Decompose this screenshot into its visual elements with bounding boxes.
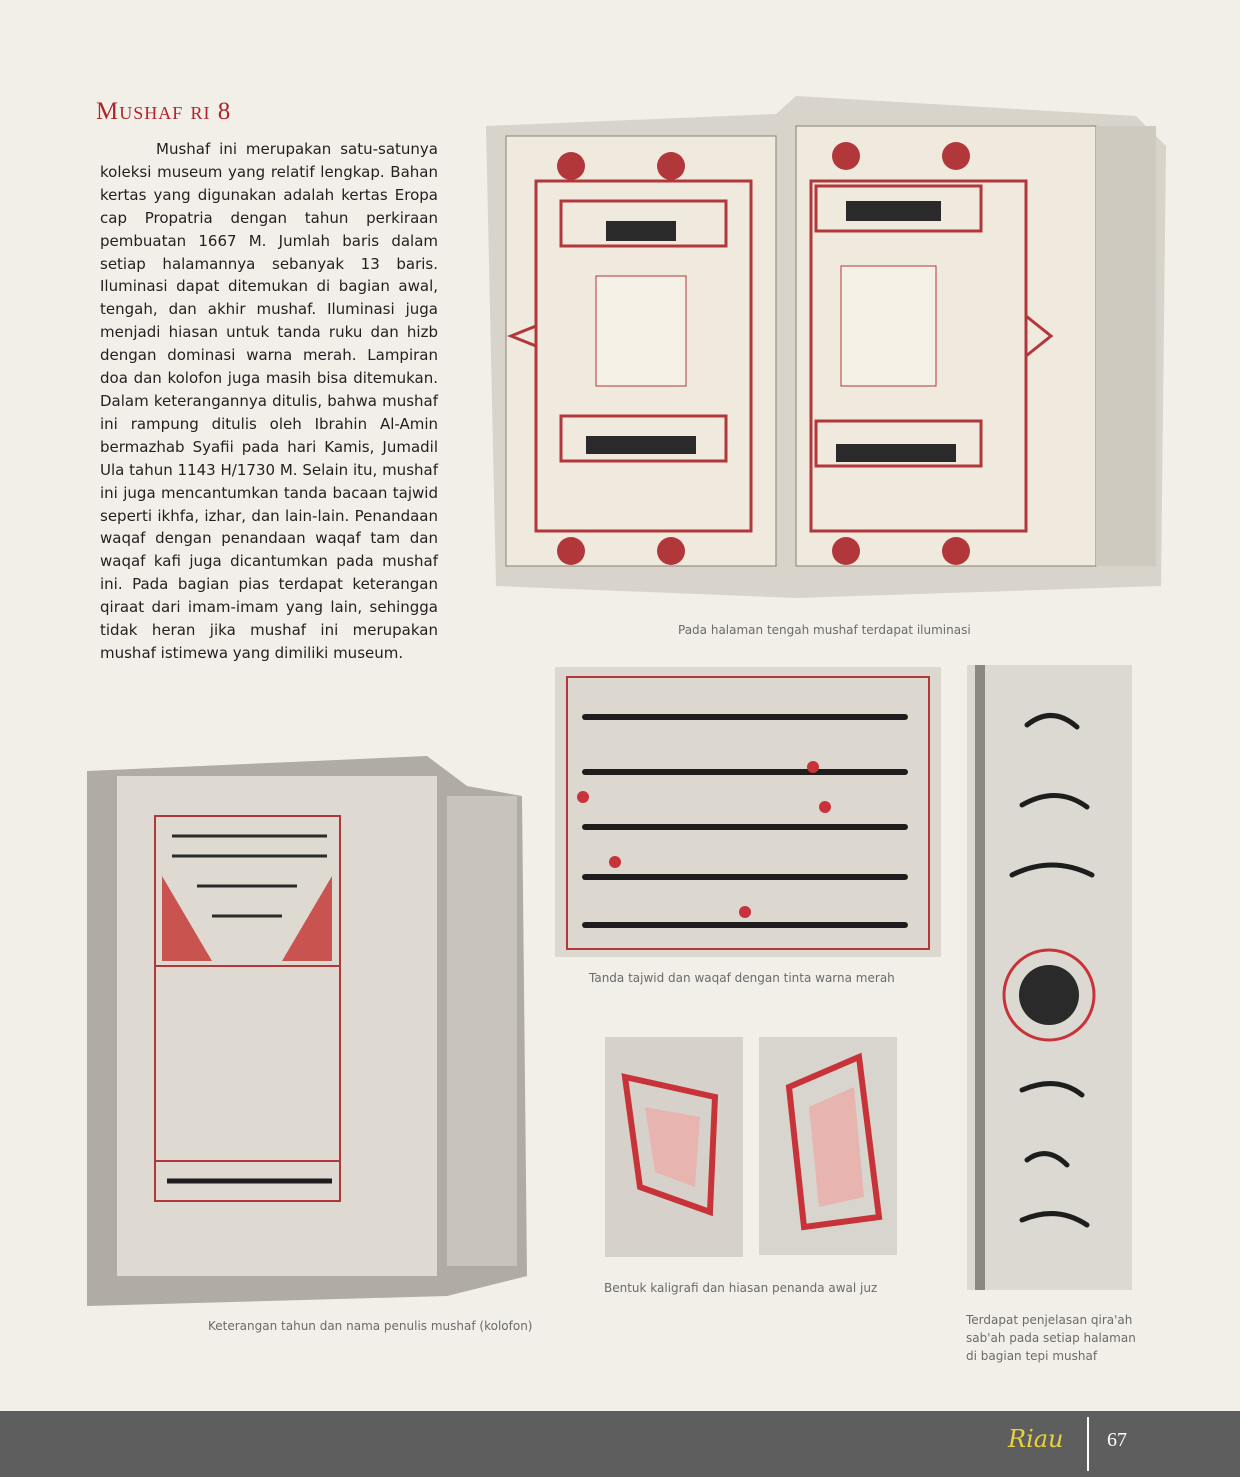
photo-calligraphy-left [605,1037,743,1257]
footer-divider [1087,1417,1089,1471]
page-number: 67 [1107,1429,1127,1451]
caption-illumination: Pada halaman tengah mushaf terdapat iluminasi [678,623,971,637]
article-body [100,138,438,665]
photo-tajwid-detail [555,667,941,957]
caption-calligraphy: Bentuk kaligrafi dan hiasan penanda awal juz [604,1281,878,1295]
page-footer [0,1411,1240,1477]
section-title: Mushaf ri 8 [96,98,232,125]
photo-illuminated-mushaf [476,86,1166,606]
photo-margin-qiraah [967,665,1132,1290]
caption-qiraah-text: Terdapat penjelasan qira'ah sab'ah pada setiap halaman di bagian tepi mushaf [966,1313,1136,1363]
article-paragraph: Mushaf ini merupakan satu-satunya koleksi museum yang relatif lengkap. Bahan kertas yang digunakan adalah kertas Eropa cap Propatria dengan tahun perkiraan pembuatan 1667 M. Jumlah baris dalam setiap halamannya sebanyak 13 baris. Iluminasi dapat ditemukan di bagian awal, tengah, dan akhir mushaf. Iluminasi juga menjadi hiasan untuk tanda ruku dan hizb dengan dominasi warna merah. Lampiran doa dan kolofon juga masih bisa ditemukan. Dalam keterangannya ditulis, bahwa mushaf ini rampung ditulis oleh Ibrahin Al-Amin bermazhab Syafii pada hari Kamis, Jumadil Ula tahun 1143 H/1730 M. Selain itu, mushaf ini juga mencantumkan tanda bacaan tajwid seperti ikhfa, izhar, dan lain-lain. Penandaan waqaf dengan penandaan waqaf tam dan waqaf kafi juga dicantumkan pada mushaf ini. Pada bagian pias terdapat keterangan qiraat dari imam-imam yang lain, sehingga tidak heran jika mushaf ini merupakan mushaf istimewa yang dimiliki museum. [100,140,438,662]
photo-calligraphy-right [759,1037,897,1255]
photo-colophon [87,756,527,1306]
caption-colophon: Keterangan tahun dan nama penulis mushaf (kolofon) [208,1319,533,1333]
footer-region: Riau [1008,1425,1064,1453]
caption-qiraah [966,1311,1136,1365]
caption-tajwid: Tanda tajwid dan waqaf dengan tinta warna merah [589,971,895,985]
